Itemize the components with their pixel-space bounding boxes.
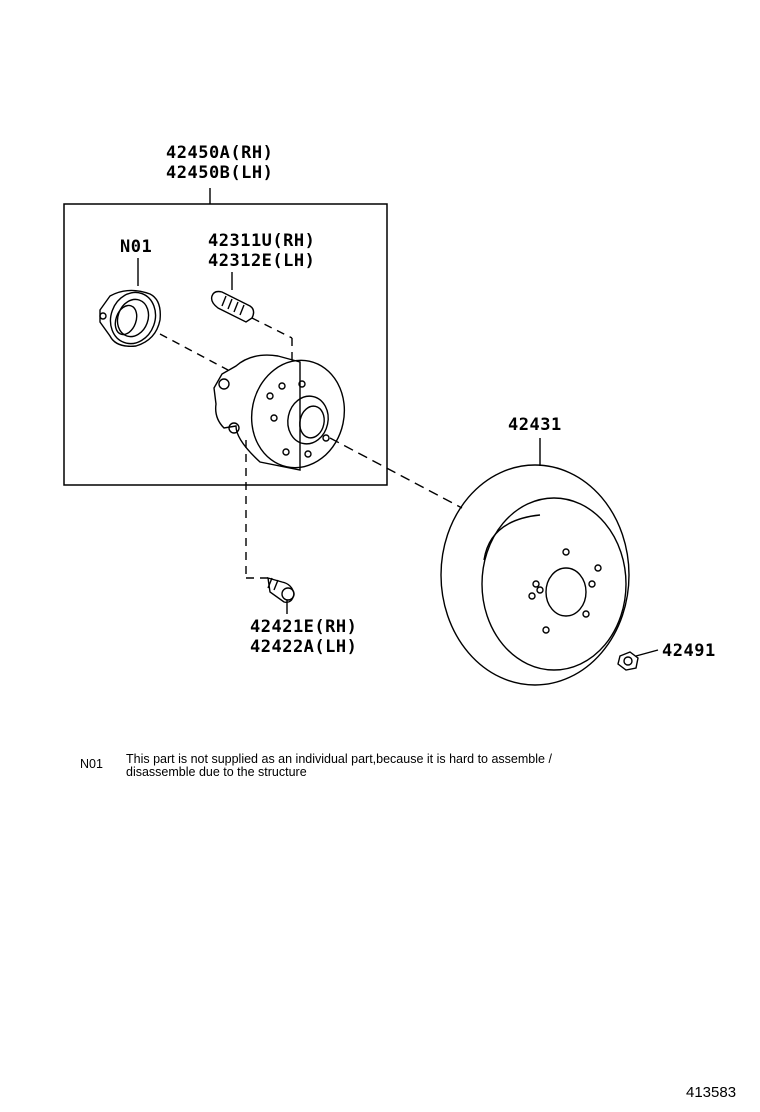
disc-label: 42431	[508, 415, 562, 435]
note-code: N01	[80, 757, 103, 771]
note-line-1: This part is not supplied as an individual part,because it is hard to assemble /	[126, 752, 552, 766]
mount-bolt-label-lh: 42422A(LH)	[250, 637, 358, 657]
screw-label: 42491	[662, 641, 716, 661]
disc-drawing	[441, 438, 629, 685]
hub-drawing	[214, 352, 462, 578]
screw-drawing	[618, 650, 658, 670]
hub-assembly-label-lh: 42450B(LH)	[166, 163, 274, 183]
hub-bolt-label-lh: 42312E(LH)	[208, 251, 316, 271]
hub-bolt-label-rh: 42311U(RH)	[208, 231, 316, 251]
diagram-id: 413583	[686, 1084, 737, 1101]
bearing-drawing	[100, 258, 228, 370]
hub-assembly-label-rh: 42450A(RH)	[166, 143, 274, 163]
mount-bolt-label-rh: 42421E(RH)	[250, 617, 358, 637]
note-line-2: disassemble due to the structure	[126, 765, 307, 779]
bearing-label: N01	[120, 237, 153, 257]
hub-bolt-drawing	[212, 272, 292, 360]
mount-bolt-drawing	[268, 578, 294, 614]
